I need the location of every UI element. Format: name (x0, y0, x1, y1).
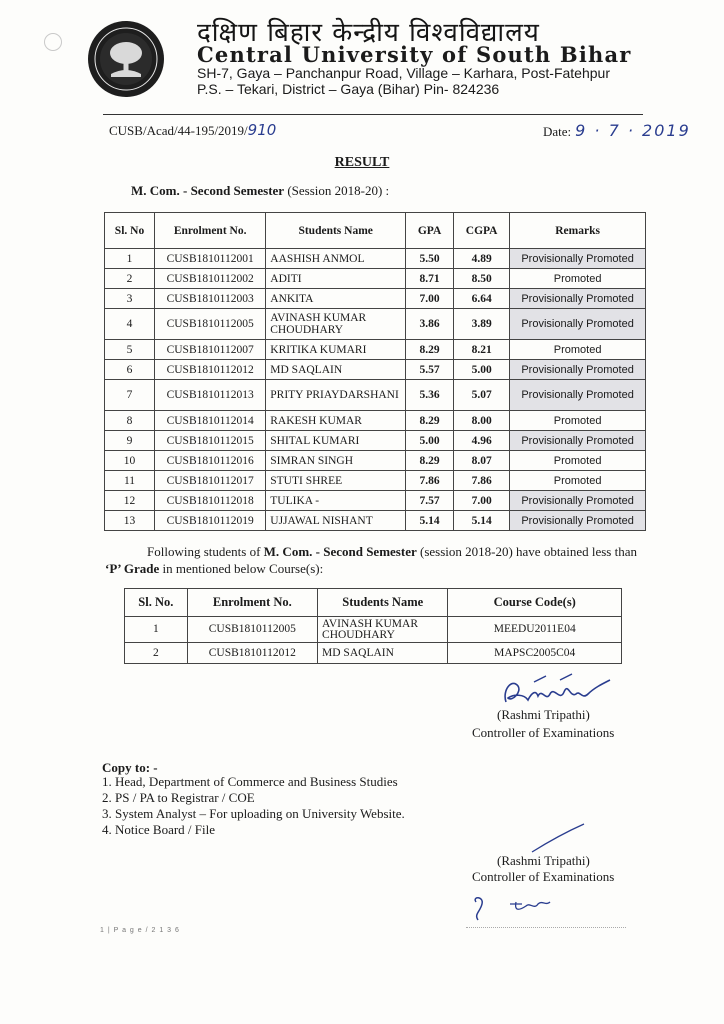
col-enrolment: Enrolment No. (155, 213, 266, 249)
col-student-name: Students Name (318, 589, 448, 617)
copy-to-label: Copy to: - (102, 760, 158, 775)
cell-enrolment: CUSB1810112018 (155, 491, 266, 511)
list-item: 3. System Analyst – For uploading on University Website. (102, 806, 405, 821)
cell-name: ANKITA (266, 289, 406, 309)
less-than-p-grade-note (105, 543, 650, 577)
col-student-name: Students Name (266, 213, 406, 249)
cell-sl: 3 (105, 289, 155, 309)
cell-gpa: 3.86 (406, 309, 454, 340)
table-row (105, 289, 646, 309)
note-text: in mentioned below Course(s): (159, 561, 324, 576)
date-label: Date: (543, 124, 572, 139)
cell-cgpa: 4.96 (454, 431, 510, 451)
table-row (105, 491, 646, 511)
cell-remarks: Provisionally Promoted (510, 289, 646, 309)
university-name-hindi: दक्षिण बिहार केन्द्रीय विश्वविद्यालय (197, 18, 540, 48)
cell-cgpa: 5.07 (454, 380, 510, 411)
cell-remarks: Provisionally Promoted (510, 511, 646, 531)
cell-course-code: MEEDU2011E04 (448, 617, 622, 643)
table-row (125, 643, 622, 664)
list-item: 1. Head, Department of Commerce and Business Studies (102, 774, 398, 789)
handwritten-initials (470, 894, 570, 924)
col-sl-no: Sl. No. (125, 589, 188, 617)
signature-stroke (528, 820, 588, 856)
col-gpa: GPA (406, 213, 454, 249)
cell-cgpa: 8.21 (454, 340, 510, 360)
cell-remarks: Provisionally Promoted (510, 360, 646, 380)
cell-remarks: Promoted (510, 340, 646, 360)
punch-hole-mark (44, 33, 62, 51)
col-remarks: Remarks (510, 213, 646, 249)
cell-sl: 8 (105, 411, 155, 431)
cell-enrolment: CUSB1810112005 (187, 617, 317, 643)
cell-enrolment: CUSB1810112012 (187, 643, 317, 664)
cell-sl: 5 (105, 340, 155, 360)
copy-to-list (102, 774, 405, 838)
cell-remarks: Promoted (510, 411, 646, 431)
col-sl-no: Sl. No (105, 213, 155, 249)
cell-cgpa: 8.50 (454, 269, 510, 289)
cell-remarks: Promoted (510, 471, 646, 491)
cell-remarks: Provisionally Promoted (510, 491, 646, 511)
col-enrolment: Enrolment No. (187, 589, 317, 617)
table-row (105, 340, 646, 360)
result-title: RESULT (334, 155, 390, 170)
cell-enrolment: CUSB1810112014 (155, 411, 266, 431)
cell-enrolment: CUSB1810112013 (155, 380, 266, 411)
cell-enrolment: CUSB1810112001 (155, 249, 266, 269)
list-item: 2. PS / PA to Registrar / COE (102, 790, 255, 805)
course-table-header (125, 589, 622, 617)
cell-enrolment: CUSB1810112007 (155, 340, 266, 360)
cell-sl: 13 (105, 511, 155, 531)
table-row (105, 380, 646, 411)
cell-sl: 11 (105, 471, 155, 491)
cell-sl: 2 (105, 269, 155, 289)
cell-remarks: Provisionally Promoted (510, 380, 646, 411)
reference-number (109, 121, 276, 139)
cell-gpa: 5.36 (406, 380, 454, 411)
page-footer: 1 | P a g e / 2 1 3 6 (100, 927, 180, 934)
cell-remarks: Promoted (510, 269, 646, 289)
cell-enrolment: CUSB1810112015 (155, 431, 266, 451)
cell-remarks: Provisionally Promoted (510, 431, 646, 451)
table-row (105, 431, 646, 451)
note-grade: ‘P’ Grade (105, 561, 160, 576)
result-table-header (105, 213, 646, 249)
cell-cgpa: 5.00 (454, 360, 510, 380)
cell-name: SIMRAN SINGH (266, 451, 406, 471)
reference-handwritten: 910 (247, 121, 277, 139)
address-line-1: SH-7, Gaya – Panchanpur Road, Village – Karhara, Post-Fatehpur (197, 65, 610, 81)
cell-enrolment: CUSB1810112005 (155, 309, 266, 340)
cell-name: STUTI SHREE (266, 471, 406, 491)
cell-gpa: 5.00 (406, 431, 454, 451)
cell-enrolment: CUSB1810112012 (155, 360, 266, 380)
table-row (105, 360, 646, 380)
cell-gpa: 8.29 (406, 411, 454, 431)
address-line-2: P.S. – Tekari, District – Gaya (Bihar) Pin- 824236 (197, 81, 500, 97)
cell-course-code: MAPSC2005C04 (448, 643, 622, 664)
note-text: Following students of (147, 544, 264, 559)
cell-gpa: 7.86 (406, 471, 454, 491)
note-program: M. Com. - Second Semester (263, 544, 417, 559)
cell-sl: 7 (105, 380, 155, 411)
cell-gpa: 8.71 (406, 269, 454, 289)
cell-cgpa: 4.89 (454, 249, 510, 269)
cell-gpa: 8.29 (406, 451, 454, 471)
cell-enrolment: CUSB1810112019 (155, 511, 266, 531)
cell-name: AASHISH ANMOL (266, 249, 406, 269)
cell-name: MD SAQLAIN (266, 360, 406, 380)
cell-sl: 1 (105, 249, 155, 269)
signatory-name-2: (Rashmi Tripathi) (497, 853, 590, 868)
cell-sl: 1 (125, 617, 188, 643)
cell-name: RAKESH KUMAR (266, 411, 406, 431)
note-text: (session 2018-20) have obtained less than (416, 544, 637, 559)
signatory-name: (Rashmi Tripathi) (497, 707, 590, 722)
cell-enrolment: CUSB1810112002 (155, 269, 266, 289)
table-row (105, 411, 646, 431)
date-field (543, 121, 691, 140)
dotted-line (466, 927, 626, 928)
result-table (104, 212, 646, 531)
table-row (125, 617, 622, 643)
cell-sl: 10 (105, 451, 155, 471)
table-row (105, 249, 646, 269)
cell-cgpa: 6.64 (454, 289, 510, 309)
cell-sl: 6 (105, 360, 155, 380)
cell-enrolment: CUSB1810112017 (155, 471, 266, 491)
program-subheading (131, 183, 389, 199)
cell-name: ADITI (266, 269, 406, 289)
signatory-title: Controller of Examinations (472, 725, 615, 740)
signatory-title-2: Controller of Examinations (472, 869, 615, 884)
cell-sl: 2 (125, 643, 188, 664)
reference-printed: CUSB/Acad/44-195/2019/ (109, 123, 248, 138)
program-name: M. Com. - Second Semester (131, 183, 285, 198)
university-name-english: Central University of South Bihar (197, 42, 632, 67)
header-divider (103, 114, 643, 115)
cell-gpa: 5.50 (406, 249, 454, 269)
cell-gpa: 5.14 (406, 511, 454, 531)
cell-enrolment: CUSB1810112003 (155, 289, 266, 309)
date-handwritten: 9 · 7 · 2019 (575, 121, 691, 140)
cell-gpa: 7.57 (406, 491, 454, 511)
cell-cgpa: 5.14 (454, 511, 510, 531)
cell-name: PRITY PRIAYDARSHANI (266, 380, 406, 411)
cell-gpa: 8.29 (406, 340, 454, 360)
cell-cgpa: 3.89 (454, 309, 510, 340)
list-item: 4. Notice Board / File (102, 822, 216, 837)
cell-remarks: Promoted (510, 451, 646, 471)
cell-gpa: 5.57 (406, 360, 454, 380)
cell-name: UJJAWAL NISHANT (266, 511, 406, 531)
cell-remarks: Provisionally Promoted (510, 249, 646, 269)
table-row (105, 451, 646, 471)
cell-cgpa: 8.00 (454, 411, 510, 431)
course-table (124, 588, 622, 664)
cell-name: SHITAL KUMARI (266, 431, 406, 451)
cell-cgpa: 8.07 (454, 451, 510, 471)
col-course-codes: Course Code(s) (448, 589, 622, 617)
cell-sl: 4 (105, 309, 155, 340)
cell-remarks: Provisionally Promoted (510, 309, 646, 340)
session-text: (Session 2018-20) : (284, 183, 390, 198)
col-cgpa: CGPA (454, 213, 510, 249)
table-row (105, 471, 646, 491)
cell-sl: 12 (105, 491, 155, 511)
cell-sl: 9 (105, 431, 155, 451)
table-row (105, 309, 646, 340)
cell-name: AVINASH KUMAR CHOUDHARY (266, 309, 406, 340)
cell-cgpa: 7.86 (454, 471, 510, 491)
cell-name: KRITIKA KUMARI (266, 340, 406, 360)
cell-enrolment: CUSB1810112016 (155, 451, 266, 471)
cell-cgpa: 7.00 (454, 491, 510, 511)
university-logo (87, 20, 165, 98)
cell-name: MD SAQLAIN (318, 643, 448, 664)
table-row (105, 511, 646, 531)
cell-name: TULIKA - (266, 491, 406, 511)
cell-name: AVINASH KUMAR CHOUDHARY (318, 617, 448, 643)
table-row (105, 269, 646, 289)
cell-gpa: 7.00 (406, 289, 454, 309)
